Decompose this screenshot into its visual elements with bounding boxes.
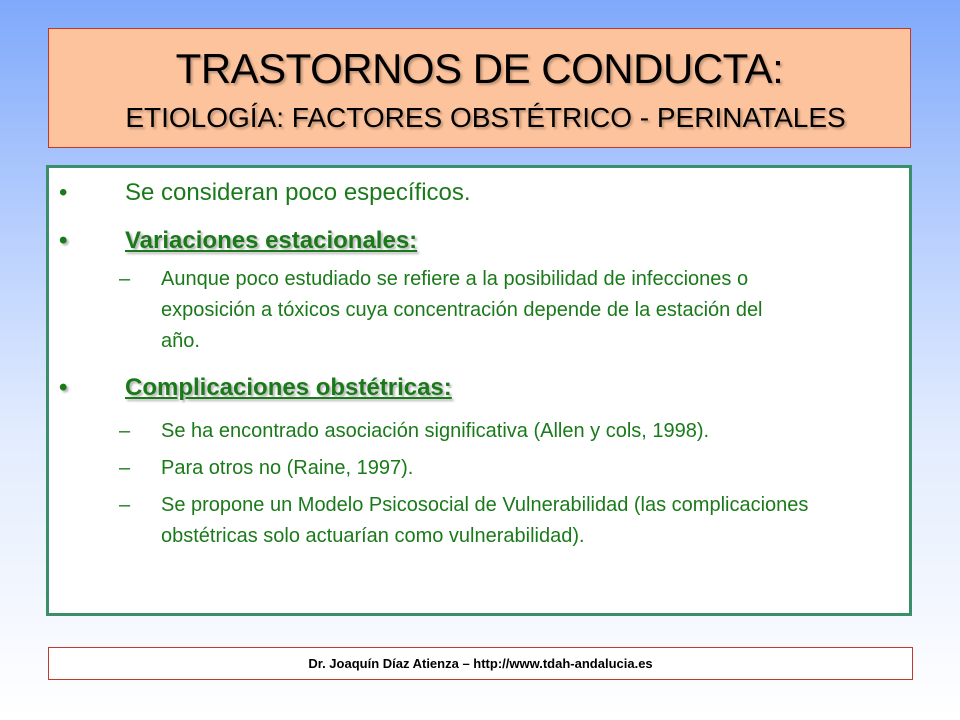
bullet-dot-icon: • [59,374,68,401]
bullet-dot-icon: • [59,179,68,206]
dash-icon: – [119,494,131,516]
bullet-dot-icon: • [59,227,68,254]
content-box [46,165,912,616]
slide-title: TRASTORNOS DE CONDUCTA: [175,45,784,92]
slide-subtitle: ETIOLOGÍA: FACTORES OBSTÉTRICO - PERINATALES [125,102,846,133]
sub-item-text: Para otros no (Raine, 1997). [161,457,414,479]
sub-item-text: Se ha encontrado asociación significativa (Allen y cols, 1998). [161,420,710,442]
bullet-heading: Complicaciones obstétricas: [125,374,452,401]
bullet-heading: Variaciones estacionales: [125,227,418,254]
bullet-text: Se consideran poco específicos. [125,179,471,206]
title-box [48,28,911,148]
dash-icon: – [119,457,131,479]
footer-credit: Dr. Joaquín Díaz Atienza – http://www.tdah-andalucia.es [48,647,913,680]
sub-item-text: Aunque poco estudiado se refiere a la posibilidad de infecciones o exposición a tóxicos cuya concentración depende de la estación del año. [161,268,763,352]
sub-item-text: Se propone un Modelo Psicosocial de Vulnerabilidad (las complicaciones obstétricas solo actuarían como vulnerabilidad). [161,494,809,547]
dash-icon: – [119,420,131,442]
dash-icon: – [119,268,131,290]
